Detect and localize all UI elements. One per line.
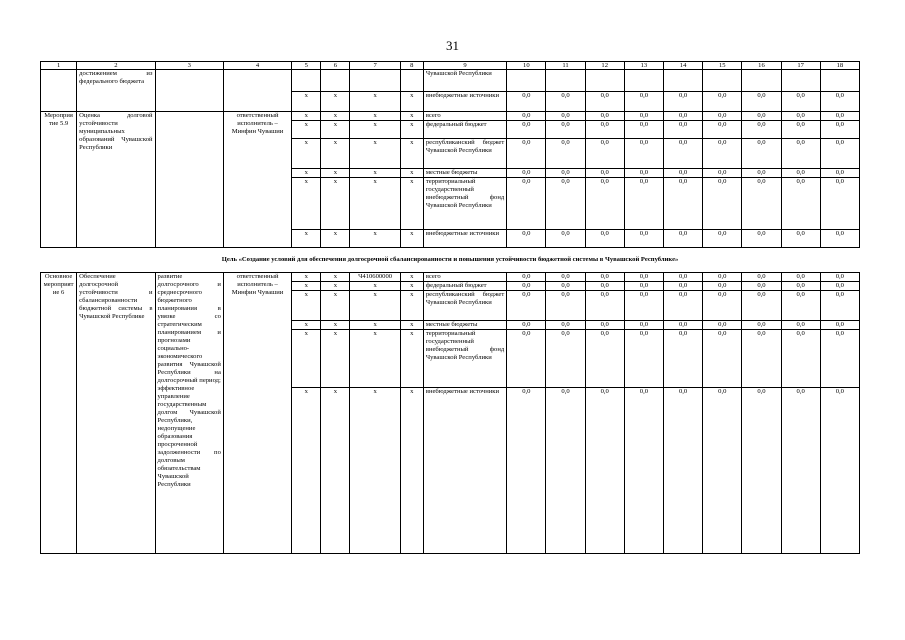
budget-code-cell: х bbox=[400, 92, 423, 112]
budget-code-cell: х bbox=[292, 388, 321, 554]
value-cell bbox=[507, 70, 546, 92]
budget-code-cell: х bbox=[350, 330, 400, 388]
value-cell: 0,0 bbox=[663, 112, 702, 121]
value-cell: 0,0 bbox=[663, 92, 702, 112]
value-cell: 0,0 bbox=[703, 273, 742, 282]
budget-code-cell: х bbox=[321, 112, 350, 121]
funding-source-cell: республиканский бюджет Чувашской Республики bbox=[423, 291, 506, 321]
value-cell: 0,0 bbox=[703, 139, 742, 169]
funding-source-cell: территориальный государственный внебюджетный фонд Чувашской Республики bbox=[423, 330, 506, 388]
page-number: 31 bbox=[446, 38, 459, 53]
value-cell: 0,0 bbox=[742, 92, 781, 112]
budget-code-cell: х bbox=[321, 230, 350, 248]
value-cell: 0,0 bbox=[742, 388, 781, 554]
value-cell: 0,0 bbox=[507, 282, 546, 291]
column-number-2: 2 bbox=[77, 62, 155, 70]
budget-code-cell: х bbox=[321, 321, 350, 330]
value-cell: 0,0 bbox=[546, 112, 585, 121]
value-cell: 0,0 bbox=[703, 291, 742, 321]
value-cell: 0,0 bbox=[663, 321, 702, 330]
budget-code-cell: х bbox=[321, 282, 350, 291]
value-cell bbox=[820, 70, 859, 92]
value-cell: 0,0 bbox=[507, 321, 546, 330]
budget-code-cell: х bbox=[400, 230, 423, 248]
value-cell: 0,0 bbox=[507, 291, 546, 321]
value-cell: 0,0 bbox=[585, 282, 624, 291]
value-cell: 0,0 bbox=[507, 121, 546, 139]
value-cell: 0,0 bbox=[663, 230, 702, 248]
value-cell: 0,0 bbox=[585, 230, 624, 248]
budget-code-cell bbox=[321, 70, 350, 92]
value-cell: 0,0 bbox=[742, 178, 781, 230]
value-cell: 0,0 bbox=[703, 92, 742, 112]
status-cell bbox=[41, 70, 77, 112]
value-cell: 0,0 bbox=[781, 121, 820, 139]
value-cell: 0,0 bbox=[820, 121, 859, 139]
column-number-10: 10 bbox=[507, 62, 546, 70]
column-number-17: 17 bbox=[781, 62, 820, 70]
column-number-8: 8 bbox=[400, 62, 423, 70]
value-cell: 0,0 bbox=[781, 273, 820, 282]
value-cell: 0,0 bbox=[742, 139, 781, 169]
value-cell: 0,0 bbox=[624, 273, 663, 282]
funding-source-cell: местные бюджеты bbox=[423, 169, 506, 178]
value-cell: 0,0 bbox=[624, 178, 663, 230]
value-cell: 0,0 bbox=[624, 282, 663, 291]
funding-source-cell: федеральный бюджет bbox=[423, 121, 506, 139]
column-number-5: 5 bbox=[292, 62, 321, 70]
column-number-12: 12 bbox=[585, 62, 624, 70]
value-cell bbox=[624, 70, 663, 92]
funding-source-cell: федеральный бюджет bbox=[423, 282, 506, 291]
budget-code-cell: х bbox=[350, 230, 400, 248]
goal-cell bbox=[155, 70, 223, 112]
table-row bbox=[41, 112, 860, 121]
value-cell: 0,0 bbox=[507, 169, 546, 178]
value-cell: 0,0 bbox=[703, 121, 742, 139]
goal-cell: развитие долгосрочного и среднесрочного бюджетного планирования в увязке со стратегическим планированием и прогнозами социально-экономического развития Чувашской Республики на долгосрочный период; эффективное управление государственным долгом Чувашской Республики, недопущение образования просроченной задолженности по долговым обязательствам Чувашской Республики bbox=[155, 273, 223, 554]
budget-code-cell: х bbox=[292, 230, 321, 248]
goal-cell bbox=[155, 112, 223, 248]
value-cell: 0,0 bbox=[624, 139, 663, 169]
value-cell: 0,0 bbox=[663, 282, 702, 291]
column-number-18: 18 bbox=[820, 62, 859, 70]
funding-source-cell: всего bbox=[423, 273, 506, 282]
goal-heading: Цель «Создание условий для обеспечения долгосрочной сбалансированности и повышения устойчивости бюджетной системы в Чувашской Республике» bbox=[41, 248, 860, 273]
budget-code-cell: х bbox=[321, 121, 350, 139]
budget-code-cell: х bbox=[321, 330, 350, 388]
value-cell: 0,0 bbox=[585, 273, 624, 282]
budget-code-cell: х bbox=[292, 121, 321, 139]
value-cell: 0,0 bbox=[585, 112, 624, 121]
value-cell: 0,0 bbox=[624, 230, 663, 248]
budget-code-cell: х bbox=[292, 112, 321, 121]
value-cell: 0,0 bbox=[624, 92, 663, 112]
value-cell: 0,0 bbox=[742, 273, 781, 282]
value-cell: 0,0 bbox=[742, 121, 781, 139]
value-cell: 0,0 bbox=[781, 388, 820, 554]
value-cell: 0,0 bbox=[585, 388, 624, 554]
value-cell: 0,0 bbox=[546, 169, 585, 178]
budget-code-cell bbox=[350, 70, 400, 92]
budget-code-cell: х bbox=[350, 92, 400, 112]
value-cell: 0,0 bbox=[781, 92, 820, 112]
funding-source-cell: всего bbox=[423, 112, 506, 121]
value-cell: 0,0 bbox=[624, 388, 663, 554]
funding-source-cell: территориальный государственный внебюджетный фонд Чувашской Республики bbox=[423, 178, 506, 230]
budget-code-cell: х bbox=[292, 92, 321, 112]
value-cell: 0,0 bbox=[546, 92, 585, 112]
budget-code-cell: х bbox=[350, 121, 400, 139]
value-cell: 0,0 bbox=[663, 139, 702, 169]
budget-code-cell: х bbox=[321, 388, 350, 554]
column-number-1: 1 bbox=[41, 62, 77, 70]
value-cell: 0,0 bbox=[507, 330, 546, 388]
value-cell: 0,0 bbox=[703, 330, 742, 388]
value-cell bbox=[546, 70, 585, 92]
budget-code-cell: х bbox=[292, 139, 321, 169]
funding-source-cell: внебюджетные источники bbox=[423, 388, 506, 554]
goal-heading-row bbox=[41, 248, 860, 273]
funding-source-cell: республиканский бюджет Чувашской Республики bbox=[423, 139, 506, 169]
value-cell: 0,0 bbox=[546, 178, 585, 230]
value-cell: 0,0 bbox=[546, 121, 585, 139]
budget-code-cell: х bbox=[292, 178, 321, 230]
budget-code-cell: х bbox=[321, 169, 350, 178]
budget-code-cell: х bbox=[350, 321, 400, 330]
column-number-3: 3 bbox=[155, 62, 223, 70]
name-cell: Оценка долговой устойчивости муниципальных образований Чувашской Республики bbox=[77, 112, 155, 248]
value-cell: 0,0 bbox=[624, 121, 663, 139]
column-number-14: 14 bbox=[663, 62, 702, 70]
value-cell: 0,0 bbox=[507, 112, 546, 121]
executor-cell: ответственный исполнитель – Минфин Чувашии bbox=[223, 112, 291, 248]
value-cell: 0,0 bbox=[546, 282, 585, 291]
budget-code-cell: х bbox=[350, 169, 400, 178]
value-cell: 0,0 bbox=[585, 121, 624, 139]
value-cell: 0,0 bbox=[781, 230, 820, 248]
value-cell: 0,0 bbox=[507, 273, 546, 282]
value-cell: 0,0 bbox=[663, 388, 702, 554]
value-cell: 0,0 bbox=[546, 321, 585, 330]
status-cell: Мероприятие 5.9 bbox=[41, 112, 77, 248]
value-cell: 0,0 bbox=[703, 388, 742, 554]
value-cell: 0,0 bbox=[624, 169, 663, 178]
value-cell: 0,0 bbox=[546, 291, 585, 321]
value-cell: 0,0 bbox=[781, 282, 820, 291]
column-number-13: 13 bbox=[624, 62, 663, 70]
budget-code-cell: х bbox=[350, 282, 400, 291]
budget-code-cell: х bbox=[321, 139, 350, 169]
budget-code-cell: х bbox=[400, 112, 423, 121]
table-row bbox=[41, 273, 860, 282]
value-cell: 0,0 bbox=[703, 230, 742, 248]
budget-code-cell bbox=[400, 70, 423, 92]
budget-code-cell: х bbox=[321, 92, 350, 112]
value-cell: 0,0 bbox=[820, 139, 859, 169]
value-cell: 0,0 bbox=[820, 178, 859, 230]
value-cell bbox=[703, 70, 742, 92]
value-cell: 0,0 bbox=[820, 169, 859, 178]
value-cell: 0,0 bbox=[781, 321, 820, 330]
budget-code-cell: х bbox=[350, 178, 400, 230]
budget-code-cell: х bbox=[400, 121, 423, 139]
budget-code-cell: х bbox=[350, 388, 400, 554]
value-cell: 0,0 bbox=[507, 139, 546, 169]
value-cell bbox=[663, 70, 702, 92]
value-cell: 0,0 bbox=[585, 139, 624, 169]
value-cell: 0,0 bbox=[781, 112, 820, 121]
budget-code-cell: х bbox=[321, 178, 350, 230]
value-cell: 0,0 bbox=[820, 291, 859, 321]
name-cell: Обеспечение долгосрочной устойчивости и сбалансированности бюджетной системы в Чувашской Республике bbox=[77, 273, 155, 554]
value-cell: 0,0 bbox=[663, 121, 702, 139]
value-cell: 0,0 bbox=[546, 139, 585, 169]
value-cell: 0,0 bbox=[703, 169, 742, 178]
value-cell: 0,0 bbox=[820, 92, 859, 112]
value-cell: 0,0 bbox=[546, 273, 585, 282]
table-row bbox=[41, 70, 860, 92]
value-cell: 0,0 bbox=[742, 330, 781, 388]
value-cell: 0,0 bbox=[781, 178, 820, 230]
value-cell: 0,0 bbox=[663, 330, 702, 388]
value-cell: 0,0 bbox=[820, 230, 859, 248]
value-cell: 0,0 bbox=[820, 282, 859, 291]
funding-source-cell: внебюджетные источники bbox=[423, 92, 506, 112]
budget-code-cell: х bbox=[350, 291, 400, 321]
budget-code-cell: х bbox=[350, 112, 400, 121]
value-cell: 0,0 bbox=[781, 330, 820, 388]
value-cell: 0,0 bbox=[507, 92, 546, 112]
column-number-7: 7 bbox=[350, 62, 400, 70]
value-cell: 0,0 bbox=[703, 282, 742, 291]
funding-source-cell: Чувашской Республики bbox=[423, 70, 506, 92]
value-cell: 0,0 bbox=[585, 178, 624, 230]
budget-code-cell: х bbox=[292, 321, 321, 330]
executor-cell: ответственный исполнитель – Минфин Чувашии bbox=[223, 273, 291, 554]
value-cell: 0,0 bbox=[585, 321, 624, 330]
value-cell: 0,0 bbox=[742, 282, 781, 291]
value-cell: 0,0 bbox=[703, 112, 742, 121]
budget-code-cell: х bbox=[400, 330, 423, 388]
budget-code-cell: х bbox=[321, 273, 350, 282]
value-cell: 0,0 bbox=[585, 169, 624, 178]
value-cell: 0,0 bbox=[546, 330, 585, 388]
value-cell: 0,0 bbox=[585, 92, 624, 112]
column-number-16: 16 bbox=[742, 62, 781, 70]
column-number-11: 11 bbox=[546, 62, 585, 70]
budget-code-cell: х bbox=[292, 273, 321, 282]
budget-code-cell: х bbox=[292, 169, 321, 178]
value-cell bbox=[585, 70, 624, 92]
value-cell: 0,0 bbox=[624, 321, 663, 330]
budget-code-cell: х bbox=[400, 291, 423, 321]
value-cell: 0,0 bbox=[546, 388, 585, 554]
name-cell: достижением из федерального бюджета bbox=[77, 70, 155, 112]
value-cell: 0,0 bbox=[820, 330, 859, 388]
value-cell: 0,0 bbox=[663, 291, 702, 321]
value-cell: 0,0 bbox=[703, 178, 742, 230]
value-cell: 0,0 bbox=[820, 321, 859, 330]
value-cell bbox=[742, 70, 781, 92]
column-number-4: 4 bbox=[223, 62, 291, 70]
value-cell: 0,0 bbox=[742, 169, 781, 178]
budget-code-cell: х bbox=[292, 291, 321, 321]
value-cell: 0,0 bbox=[624, 112, 663, 121]
value-cell: 0,0 bbox=[742, 321, 781, 330]
value-cell: 0,0 bbox=[546, 230, 585, 248]
funding-source-cell: внебюджетные источники bbox=[423, 230, 506, 248]
value-cell: 0,0 bbox=[663, 273, 702, 282]
column-number-9: 9 bbox=[423, 62, 506, 70]
value-cell: 0,0 bbox=[742, 112, 781, 121]
value-cell: 0,0 bbox=[781, 139, 820, 169]
budget-code-cell: х bbox=[350, 139, 400, 169]
budget-code-cell: х bbox=[400, 169, 423, 178]
executor-cell bbox=[223, 70, 291, 112]
value-cell: 0,0 bbox=[781, 169, 820, 178]
column-number-6: 6 bbox=[321, 62, 350, 70]
budget-code-cell: х bbox=[292, 282, 321, 291]
budget-code-cell bbox=[292, 70, 321, 92]
column-number-15: 15 bbox=[703, 62, 742, 70]
value-cell: 0,0 bbox=[585, 291, 624, 321]
value-cell: 0,0 bbox=[585, 330, 624, 388]
value-cell: 0,0 bbox=[507, 388, 546, 554]
budget-code-cell: х bbox=[400, 273, 423, 282]
value-cell: 0,0 bbox=[624, 291, 663, 321]
value-cell: 0,0 bbox=[820, 112, 859, 121]
program-table bbox=[40, 61, 860, 554]
budget-code-cell: х bbox=[400, 282, 423, 291]
value-cell bbox=[781, 70, 820, 92]
budget-code-cell: х bbox=[321, 291, 350, 321]
budget-code-cell: х bbox=[400, 321, 423, 330]
funding-source-cell: местные бюджеты bbox=[423, 321, 506, 330]
value-cell: 0,0 bbox=[742, 230, 781, 248]
value-cell: 0,0 bbox=[742, 291, 781, 321]
program-table-sheet bbox=[40, 61, 860, 554]
value-cell: 0,0 bbox=[703, 321, 742, 330]
value-cell: 0,0 bbox=[820, 388, 859, 554]
value-cell: 0,0 bbox=[663, 178, 702, 230]
value-cell: 0,0 bbox=[624, 330, 663, 388]
budget-code-cell: х bbox=[400, 139, 423, 169]
status-cell: Основное мероприятие 6 bbox=[41, 273, 77, 554]
value-cell: 0,0 bbox=[663, 169, 702, 178]
value-cell: 0,0 bbox=[781, 291, 820, 321]
value-cell: 0,0 bbox=[507, 178, 546, 230]
value-cell: 0,0 bbox=[820, 273, 859, 282]
value-cell: 0,0 bbox=[507, 230, 546, 248]
column-number-row bbox=[41, 62, 860, 70]
budget-code-cell: х bbox=[292, 330, 321, 388]
budget-code-cell: х bbox=[400, 388, 423, 554]
budget-code-cell: х bbox=[400, 178, 423, 230]
budget-code-cell: Ч410600000 bbox=[350, 273, 400, 282]
